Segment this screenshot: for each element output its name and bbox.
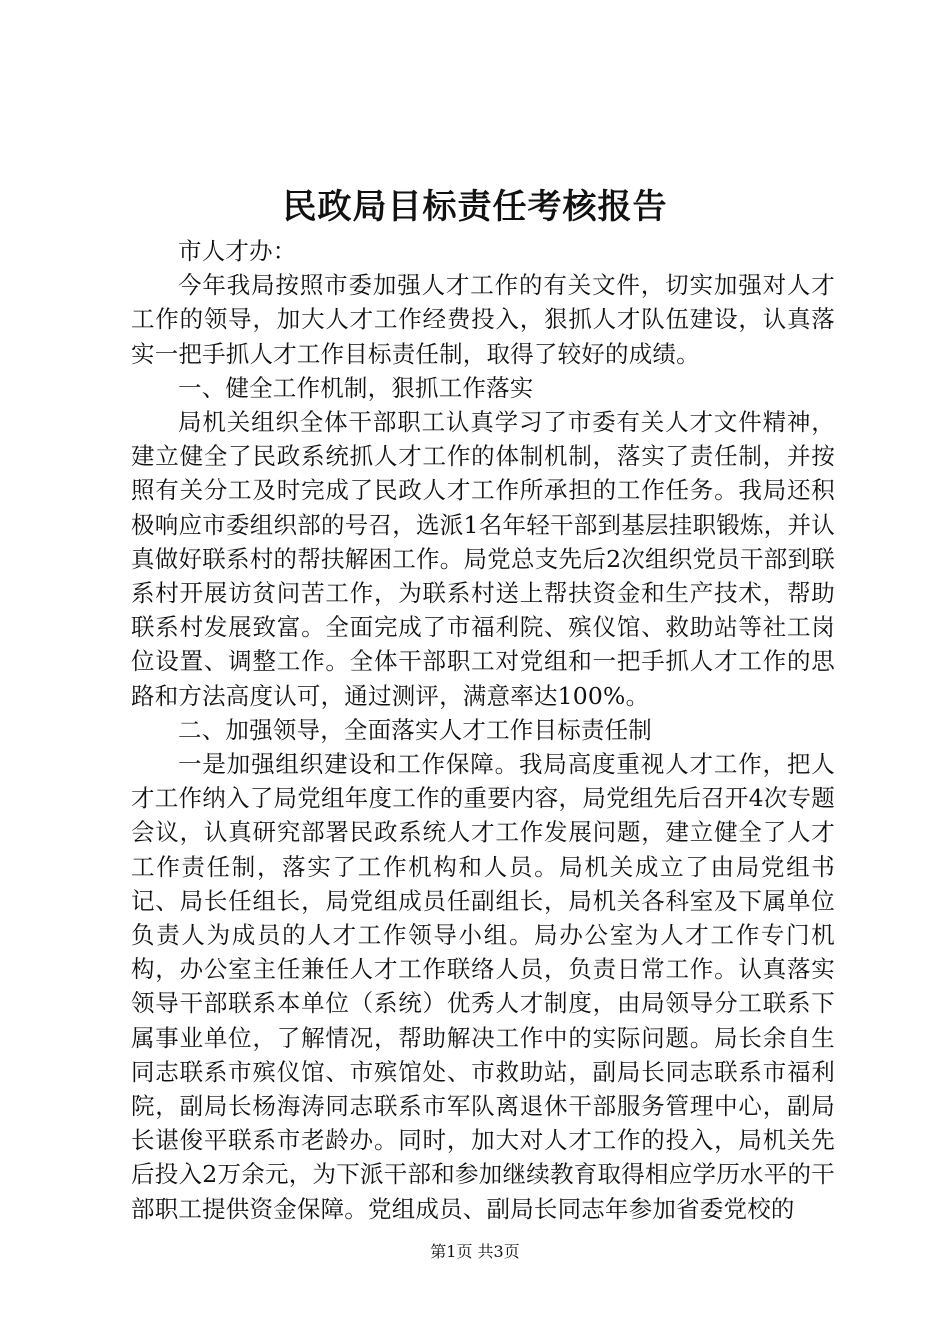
section-heading-2: 二、加强领导，全面落实人才工作目标责任制	[178, 715, 652, 744]
intro-paragraph: 今年我局按照市委加强人才工作的有关文件，切实加强对人才工作的领导，加大人才工作经费投入，狠抓人才队伍建设，认真落实一把手抓人才工作目标责任制，取得了较好的成绩。	[131, 271, 835, 368]
section-heading-1: 一、健全工作机制，狠抓工作落实	[178, 373, 534, 402]
section-1-paragraph: 局机关组织全体干部职工认真学习了市委有关人才文件精神，建立健全了民政系统抓人才工作的体制机制，落实了责任制，并按照有关分工及时完成了民政人才工作所承担的工作任务。我局还积极响应市委组织部的号召，选派1名年轻干部到基层挂职锻炼，并认真做好联系村的帮扶解困工作。局党总支先后2次组织党员干部到联系村开展访贫问苦工作，为联系村送上帮扶资金和生产技术，帮助联系村发展致富。全面完成了市福利院、殡仪馆、救助站等社工岗位设置、调整工作。全体干部职工对党组和一把手抓人才工作的思路和方法高度认可，通过测评，满意率达100%。	[131, 408, 835, 710]
salutation: 市人才办：	[178, 237, 297, 265]
section-2-paragraph: 一是加强组织建设和工作保障。我局高度重视人才工作，把人才工作纳入了局党组年度工作的重要内容，局党组先后召开4次专题会议，认真研究部署民政系统人才工作发展问题，建立健全了人才工作责任制，落实了工作机构和人员。局机关成立了由局党组书记、局长任组长，局党组成员任副组长，局机关各科室及下属单位负责人为成员的人才工作领导小组。局办公室为人才工作专门机构，办公室主任兼任人才工作联络人员，负责日常工作。认真落实领导干部联系本单位（系统）优秀人才制度，由局领导分工联系下属事业单位，了解情况，帮助解决工作中的实际问题。局长余自生同志联系市殡仪馆、市殡馆处、市救助站，副局长同志联系市福利院，副局长杨海涛同志联系市军队离退休干部服务管理中心，副局长谌俊平联系市老龄办。同时，加大对人才工作的投入，局机关先后投入2万余元，为下派干部和参加继续教育取得相应学历水平的干部职工提供资金保障。党组成员、副局长同志年参加省委党校的	[131, 750, 835, 1223]
page-number-footer: 第1页 共3页	[430, 1242, 520, 1261]
document-title: 民政局目标责任考核报告	[282, 187, 668, 227]
document-body	[131, 234, 835, 1226]
